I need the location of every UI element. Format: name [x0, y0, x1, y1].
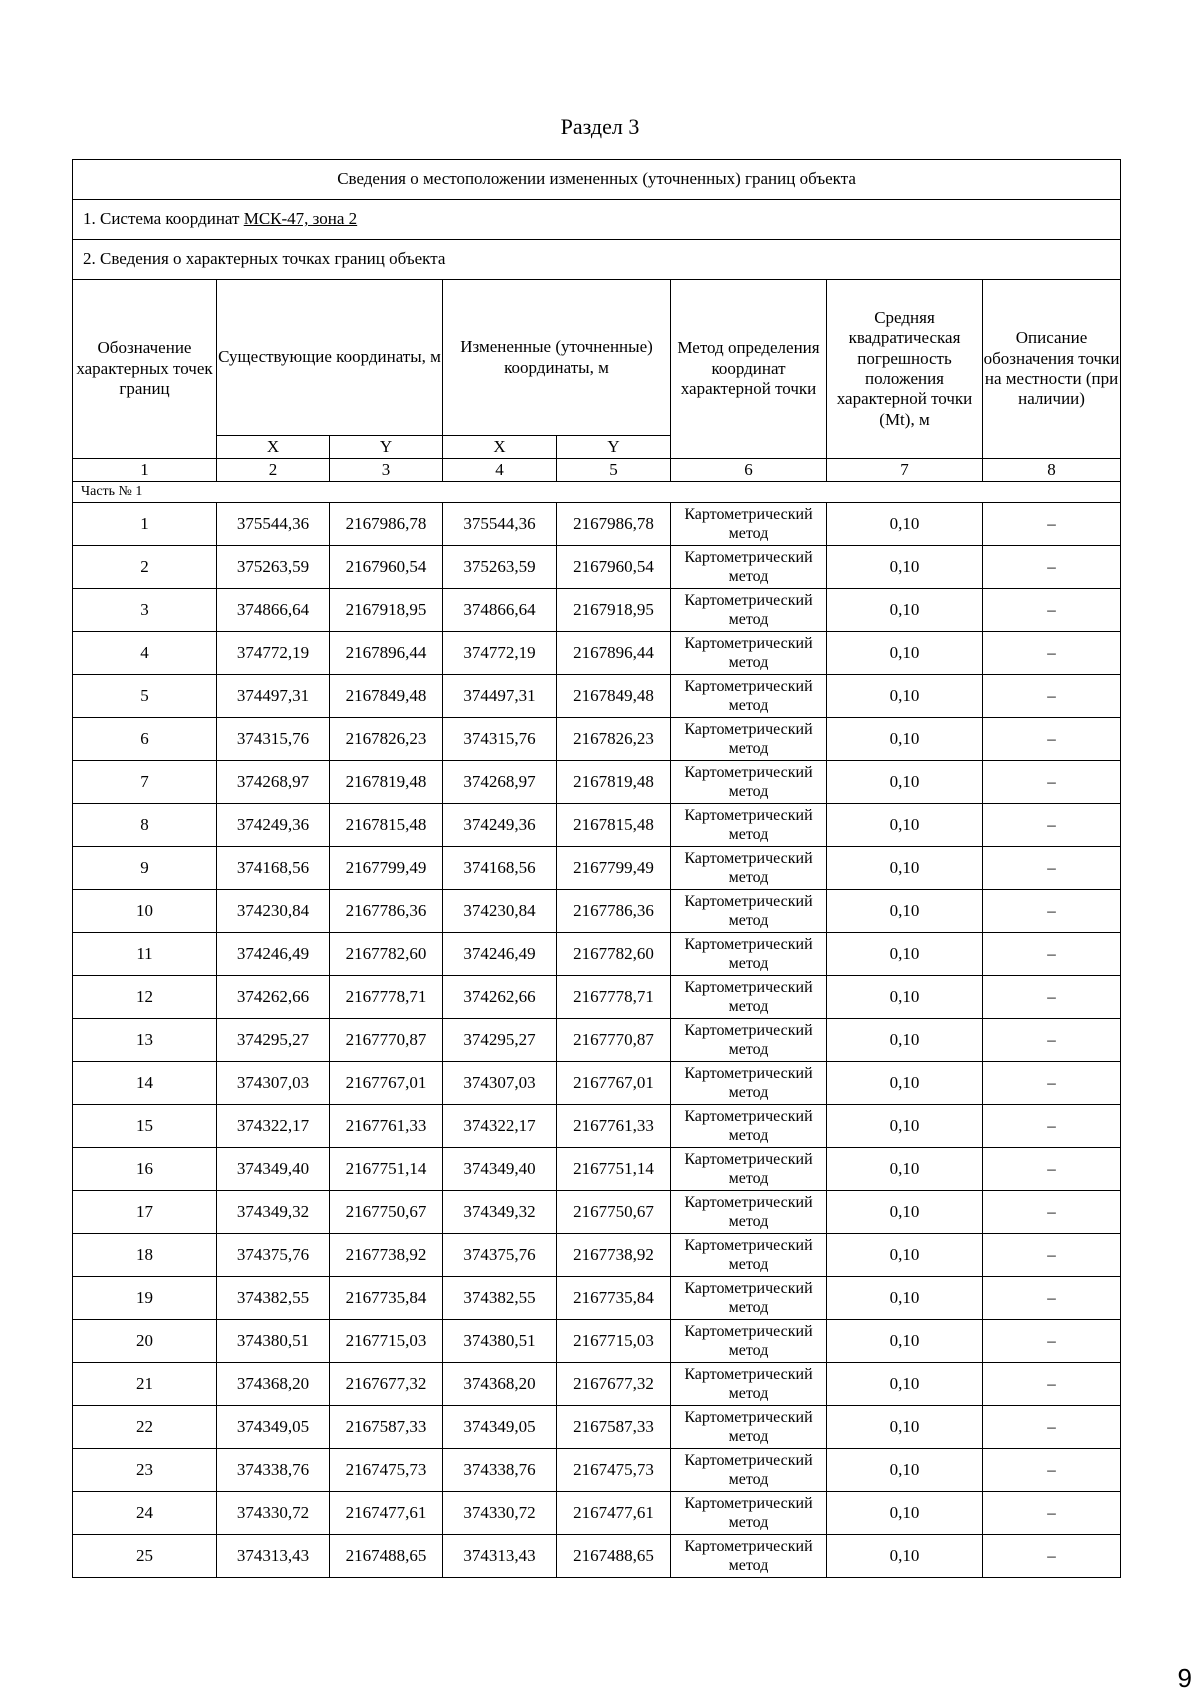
existing-y-cell: 2167715,03 — [330, 1320, 443, 1363]
method-cell: Картометрический метод — [671, 976, 827, 1019]
changed-x-cell: 374322,17 — [443, 1105, 557, 1148]
mean-square-error-cell: 0,10 — [827, 675, 983, 718]
changed-x-cell: 374349,40 — [443, 1148, 557, 1191]
method-cell: Картометрический метод — [671, 1191, 827, 1234]
changed-x-cell: 374497,31 — [443, 675, 557, 718]
point-description-cell: – — [983, 1277, 1121, 1320]
table-row — [73, 1105, 1121, 1148]
existing-x-cell: 374349,32 — [217, 1191, 330, 1234]
existing-x-cell: 374375,76 — [217, 1234, 330, 1277]
method-cell: Картометрический метод — [671, 890, 827, 933]
point-description-cell: – — [983, 1062, 1121, 1105]
mean-square-error-cell: 0,10 — [827, 1191, 983, 1234]
method-cell: Картометрический метод — [671, 1105, 827, 1148]
existing-y-cell: 2167587,33 — [330, 1406, 443, 1449]
point-description-cell: – — [983, 1320, 1121, 1363]
changed-x-cell: 374866,64 — [443, 589, 557, 632]
mean-square-error-cell: 0,10 — [827, 1148, 983, 1191]
point-description-cell: – — [983, 1105, 1121, 1148]
existing-x-cell: 374497,31 — [217, 675, 330, 718]
point-description-cell: – — [983, 933, 1121, 976]
changed-y-cell: 2167819,48 — [557, 761, 671, 804]
mean-square-error-cell: 0,10 — [827, 1105, 983, 1148]
mean-square-error-cell: 0,10 — [827, 632, 983, 675]
changed-x-cell: 374249,36 — [443, 804, 557, 847]
method-cell: Картометрический метод — [671, 933, 827, 976]
existing-x-cell: 374307,03 — [217, 1062, 330, 1105]
existing-y-cell: 2167778,71 — [330, 976, 443, 1019]
point-description-cell: – — [983, 1406, 1121, 1449]
point-number-cell: 13 — [73, 1019, 217, 1062]
point-number-cell: 15 — [73, 1105, 217, 1148]
existing-y-cell: 2167819,48 — [330, 761, 443, 804]
changed-y-cell: 2167738,92 — [557, 1234, 671, 1277]
point-number-cell: 5 — [73, 675, 217, 718]
points-info-heading: 2. Сведения о характерных точках границ объекта — [73, 240, 1121, 280]
changed-x-cell: 375263,59 — [443, 546, 557, 589]
existing-x-cell: 374338,76 — [217, 1449, 330, 1492]
mean-square-error-cell: 0,10 — [827, 589, 983, 632]
part-label: Часть № 1 — [73, 482, 1121, 503]
changed-y-cell: 2167477,61 — [557, 1492, 671, 1535]
existing-y-cell: 2167477,61 — [330, 1492, 443, 1535]
point-description-cell: – — [983, 589, 1121, 632]
mean-square-error-cell: 0,10 — [827, 1277, 983, 1320]
method-cell: Картометрический метод — [671, 1320, 827, 1363]
method-cell: Картометрический метод — [671, 804, 827, 847]
existing-y-cell: 2167767,01 — [330, 1062, 443, 1105]
changed-x-cell: 374380,51 — [443, 1320, 557, 1363]
existing-x-cell: 374322,17 — [217, 1105, 330, 1148]
point-number-cell: 4 — [73, 632, 217, 675]
changed-x-cell: 374313,43 — [443, 1535, 557, 1578]
method-cell: Картометрический метод — [671, 718, 827, 761]
existing-y-cell: 2167738,92 — [330, 1234, 443, 1277]
point-number-cell: 22 — [73, 1406, 217, 1449]
existing-x-cell: 374295,27 — [217, 1019, 330, 1062]
point-number-cell: 3 — [73, 589, 217, 632]
point-number-cell: 6 — [73, 718, 217, 761]
page-number: 9 — [1177, 1663, 1192, 1693]
table-row — [73, 761, 1121, 804]
method-cell: Картометрический метод — [671, 675, 827, 718]
changed-x-cell: 374307,03 — [443, 1062, 557, 1105]
mean-square-error-cell: 0,10 — [827, 718, 983, 761]
existing-y-cell: 2167735,84 — [330, 1277, 443, 1320]
table-row — [73, 1148, 1121, 1191]
existing-y-cell: 2167770,87 — [330, 1019, 443, 1062]
mean-square-error-cell: 0,10 — [827, 1492, 983, 1535]
header-existing-x: X — [217, 436, 330, 459]
changed-y-cell: 2167677,32 — [557, 1363, 671, 1406]
changed-y-cell: 2167986,78 — [557, 503, 671, 546]
point-description-cell: – — [983, 632, 1121, 675]
changed-y-cell: 2167751,14 — [557, 1148, 671, 1191]
changed-y-cell: 2167960,54 — [557, 546, 671, 589]
mean-square-error-cell: 0,10 — [827, 546, 983, 589]
changed-y-cell: 2167587,33 — [557, 1406, 671, 1449]
mean-square-error-cell: 0,10 — [827, 1234, 983, 1277]
changed-y-cell: 2167826,23 — [557, 718, 671, 761]
point-description-cell: – — [983, 718, 1121, 761]
changed-y-cell: 2167778,71 — [557, 976, 671, 1019]
point-number-cell: 8 — [73, 804, 217, 847]
point-description-cell: – — [983, 1148, 1121, 1191]
point-description-cell: – — [983, 804, 1121, 847]
table-row — [73, 1062, 1121, 1105]
point-description-cell: – — [983, 1234, 1121, 1277]
point-description-cell: – — [983, 1492, 1121, 1535]
table-row — [73, 804, 1121, 847]
existing-y-cell: 2167799,49 — [330, 847, 443, 890]
column-number: 5 — [557, 459, 671, 482]
section-title: Раздел 3 — [560, 114, 640, 139]
method-cell: Картометрический метод — [671, 1277, 827, 1320]
table-row — [73, 1449, 1121, 1492]
column-number: 8 — [983, 459, 1121, 482]
mean-square-error-cell: 0,10 — [827, 804, 983, 847]
point-number-cell: 16 — [73, 1148, 217, 1191]
method-cell: Картометрический метод — [671, 847, 827, 890]
mean-square-error-cell: 0,10 — [827, 1062, 983, 1105]
mean-square-error-cell: 0,10 — [827, 503, 983, 546]
method-cell: Картометрический метод — [671, 1449, 827, 1492]
mean-square-error-cell: 0,10 — [827, 1320, 983, 1363]
existing-y-cell: 2167751,14 — [330, 1148, 443, 1191]
header-designation: Обозначение характерных точек границ — [73, 280, 217, 459]
point-number-cell: 19 — [73, 1277, 217, 1320]
existing-x-cell: 374772,19 — [217, 632, 330, 675]
changed-y-cell: 2167770,87 — [557, 1019, 671, 1062]
changed-x-cell: 374368,20 — [443, 1363, 557, 1406]
coordinate-system-label: 1. Система координат — [83, 209, 244, 229]
changed-y-cell: 2167896,44 — [557, 632, 671, 675]
point-number-cell: 17 — [73, 1191, 217, 1234]
point-description-cell: – — [983, 546, 1121, 589]
coordinate-system-value: МСК-47, зона 2 — [243, 209, 358, 229]
header-existing-coordinates: Существующие координаты, м — [217, 280, 443, 436]
header-changed-y: Y — [557, 436, 671, 459]
method-cell: Картометрический метод — [671, 589, 827, 632]
table-title: Сведения о местоположении измененных (уточненных) границ объекта — [73, 160, 1121, 200]
column-number: 6 — [671, 459, 827, 482]
header-changed-x: X — [443, 436, 557, 459]
existing-y-cell: 2167826,23 — [330, 718, 443, 761]
existing-y-cell: 2167896,44 — [330, 632, 443, 675]
column-number: 4 — [443, 459, 557, 482]
point-description-cell: – — [983, 503, 1121, 546]
method-cell: Картометрический метод — [671, 1535, 827, 1578]
mean-square-error-cell: 0,10 — [827, 1019, 983, 1062]
existing-x-cell: 374230,84 — [217, 890, 330, 933]
changed-y-cell: 2167786,36 — [557, 890, 671, 933]
existing-x-cell: 374246,49 — [217, 933, 330, 976]
existing-y-cell: 2167960,54 — [330, 546, 443, 589]
changed-x-cell: 374349,05 — [443, 1406, 557, 1449]
header-existing-y: Y — [330, 436, 443, 459]
point-description-cell: – — [983, 1019, 1121, 1062]
existing-x-cell: 374368,20 — [217, 1363, 330, 1406]
point-number-cell: 12 — [73, 976, 217, 1019]
existing-y-cell: 2167986,78 — [330, 503, 443, 546]
existing-y-cell: 2167677,32 — [330, 1363, 443, 1406]
method-cell: Картометрический метод — [671, 546, 827, 589]
point-description-cell: – — [983, 976, 1121, 1019]
existing-x-cell: 375544,36 — [217, 503, 330, 546]
table-row — [73, 847, 1121, 890]
mean-square-error-cell: 0,10 — [827, 933, 983, 976]
method-cell: Картометрический метод — [671, 1492, 827, 1535]
table-row — [73, 1191, 1121, 1234]
changed-y-cell: 2167735,84 — [557, 1277, 671, 1320]
existing-x-cell: 374382,55 — [217, 1277, 330, 1320]
point-number-cell: 2 — [73, 546, 217, 589]
point-number-cell: 9 — [73, 847, 217, 890]
point-description-cell: – — [983, 1363, 1121, 1406]
point-description-cell: – — [983, 1449, 1121, 1492]
point-description-cell: – — [983, 761, 1121, 804]
method-cell: Картометрический метод — [671, 632, 827, 675]
existing-x-cell: 374349,05 — [217, 1406, 330, 1449]
changed-x-cell: 374230,84 — [443, 890, 557, 933]
column-number-row — [73, 459, 1121, 482]
column-number: 3 — [330, 459, 443, 482]
mean-square-error-cell: 0,10 — [827, 1363, 983, 1406]
column-number: 1 — [73, 459, 217, 482]
existing-x-cell: 374380,51 — [217, 1320, 330, 1363]
point-number-cell: 23 — [73, 1449, 217, 1492]
existing-x-cell: 374249,36 — [217, 804, 330, 847]
table-row — [73, 1535, 1121, 1578]
existing-x-cell: 374268,97 — [217, 761, 330, 804]
table-row — [73, 1320, 1121, 1363]
changed-y-cell: 2167761,33 — [557, 1105, 671, 1148]
changed-x-cell: 374382,55 — [443, 1277, 557, 1320]
changed-x-cell: 374330,72 — [443, 1492, 557, 1535]
table-row — [73, 1406, 1121, 1449]
changed-x-cell: 374772,19 — [443, 632, 557, 675]
mean-square-error-cell: 0,10 — [827, 976, 983, 1019]
table-row — [73, 589, 1121, 632]
point-number-cell: 20 — [73, 1320, 217, 1363]
method-cell: Картометрический метод — [671, 1363, 827, 1406]
table-row — [73, 503, 1121, 546]
existing-x-cell: 374262,66 — [217, 976, 330, 1019]
mean-square-error-cell: 0,10 — [827, 847, 983, 890]
existing-x-cell: 374313,43 — [217, 1535, 330, 1578]
point-description-cell: – — [983, 1191, 1121, 1234]
changed-y-cell: 2167475,73 — [557, 1449, 671, 1492]
header-error: Средняя квадратическая погрешность положения характерной точки (Mt), м — [827, 280, 983, 459]
changed-x-cell: 374338,76 — [443, 1449, 557, 1492]
existing-x-cell: 374330,72 — [217, 1492, 330, 1535]
point-number-cell: 7 — [73, 761, 217, 804]
point-number-cell: 10 — [73, 890, 217, 933]
existing-y-cell: 2167786,36 — [330, 890, 443, 933]
method-cell: Картометрический метод — [671, 1019, 827, 1062]
point-number-cell: 11 — [73, 933, 217, 976]
point-description-cell: – — [983, 890, 1121, 933]
point-number-cell: 14 — [73, 1062, 217, 1105]
existing-x-cell: 374168,56 — [217, 847, 330, 890]
changed-y-cell: 2167488,65 — [557, 1535, 671, 1578]
table-row — [73, 546, 1121, 589]
table-row — [73, 1277, 1121, 1320]
existing-x-cell: 375263,59 — [217, 546, 330, 589]
mean-square-error-cell: 0,10 — [827, 1449, 983, 1492]
changed-x-cell: 374349,32 — [443, 1191, 557, 1234]
changed-x-cell: 375544,36 — [443, 503, 557, 546]
existing-y-cell: 2167475,73 — [330, 1449, 443, 1492]
mean-square-error-cell: 0,10 — [827, 1535, 983, 1578]
point-description-cell: – — [983, 1535, 1121, 1578]
existing-y-cell: 2167918,95 — [330, 589, 443, 632]
point-description-cell: – — [983, 847, 1121, 890]
existing-y-cell: 2167750,67 — [330, 1191, 443, 1234]
header-description: Описание обозначения точки на местности (при наличии) — [983, 280, 1121, 459]
point-number-cell: 21 — [73, 1363, 217, 1406]
changed-x-cell: 374168,56 — [443, 847, 557, 890]
boundary-points-table — [72, 159, 1121, 1578]
column-number: 7 — [827, 459, 983, 482]
coordinate-system-row — [73, 200, 1121, 240]
changed-y-cell: 2167799,49 — [557, 847, 671, 890]
mean-square-error-cell: 0,10 — [827, 761, 983, 804]
table-row — [73, 890, 1121, 933]
table-row — [73, 1234, 1121, 1277]
existing-y-cell: 2167782,60 — [330, 933, 443, 976]
changed-x-cell: 374268,97 — [443, 761, 557, 804]
existing-y-cell: 2167488,65 — [330, 1535, 443, 1578]
existing-y-cell: 2167849,48 — [330, 675, 443, 718]
existing-y-cell: 2167815,48 — [330, 804, 443, 847]
existing-x-cell: 374349,40 — [217, 1148, 330, 1191]
table-row — [73, 718, 1121, 761]
table-row — [73, 976, 1121, 1019]
changed-y-cell: 2167849,48 — [557, 675, 671, 718]
table-row — [73, 933, 1121, 976]
table-row — [73, 1363, 1121, 1406]
point-number-cell: 1 — [73, 503, 217, 546]
existing-x-cell: 374866,64 — [217, 589, 330, 632]
changed-y-cell: 2167918,95 — [557, 589, 671, 632]
method-cell: Картометрический метод — [671, 1406, 827, 1449]
existing-x-cell: 374315,76 — [217, 718, 330, 761]
changed-x-cell: 374262,66 — [443, 976, 557, 1019]
method-cell: Картометрический метод — [671, 1062, 827, 1105]
changed-y-cell: 2167815,48 — [557, 804, 671, 847]
header-method: Метод определения координат характерной точки — [671, 280, 827, 459]
point-number-cell: 24 — [73, 1492, 217, 1535]
header-changed-coordinates: Измененные (уточненные) координаты, м — [443, 280, 671, 436]
changed-x-cell: 374315,76 — [443, 718, 557, 761]
changed-x-cell: 374246,49 — [443, 933, 557, 976]
method-cell: Картометрический метод — [671, 1234, 827, 1277]
mean-square-error-cell: 0,10 — [827, 1406, 983, 1449]
changed-y-cell: 2167782,60 — [557, 933, 671, 976]
method-cell: Картометрический метод — [671, 1148, 827, 1191]
existing-y-cell: 2167761,33 — [330, 1105, 443, 1148]
changed-x-cell: 374375,76 — [443, 1234, 557, 1277]
changed-y-cell: 2167715,03 — [557, 1320, 671, 1363]
table-row — [73, 1019, 1121, 1062]
method-cell: Картометрический метод — [671, 503, 827, 546]
column-number: 2 — [217, 459, 330, 482]
changed-y-cell: 2167767,01 — [557, 1062, 671, 1105]
table-row — [73, 1492, 1121, 1535]
table-row — [73, 675, 1121, 718]
table-row — [73, 632, 1121, 675]
changed-x-cell: 374295,27 — [443, 1019, 557, 1062]
changed-y-cell: 2167750,67 — [557, 1191, 671, 1234]
mean-square-error-cell: 0,10 — [827, 890, 983, 933]
point-number-cell: 25 — [73, 1535, 217, 1578]
method-cell: Картометрический метод — [671, 761, 827, 804]
point-number-cell: 18 — [73, 1234, 217, 1277]
point-description-cell: – — [983, 675, 1121, 718]
